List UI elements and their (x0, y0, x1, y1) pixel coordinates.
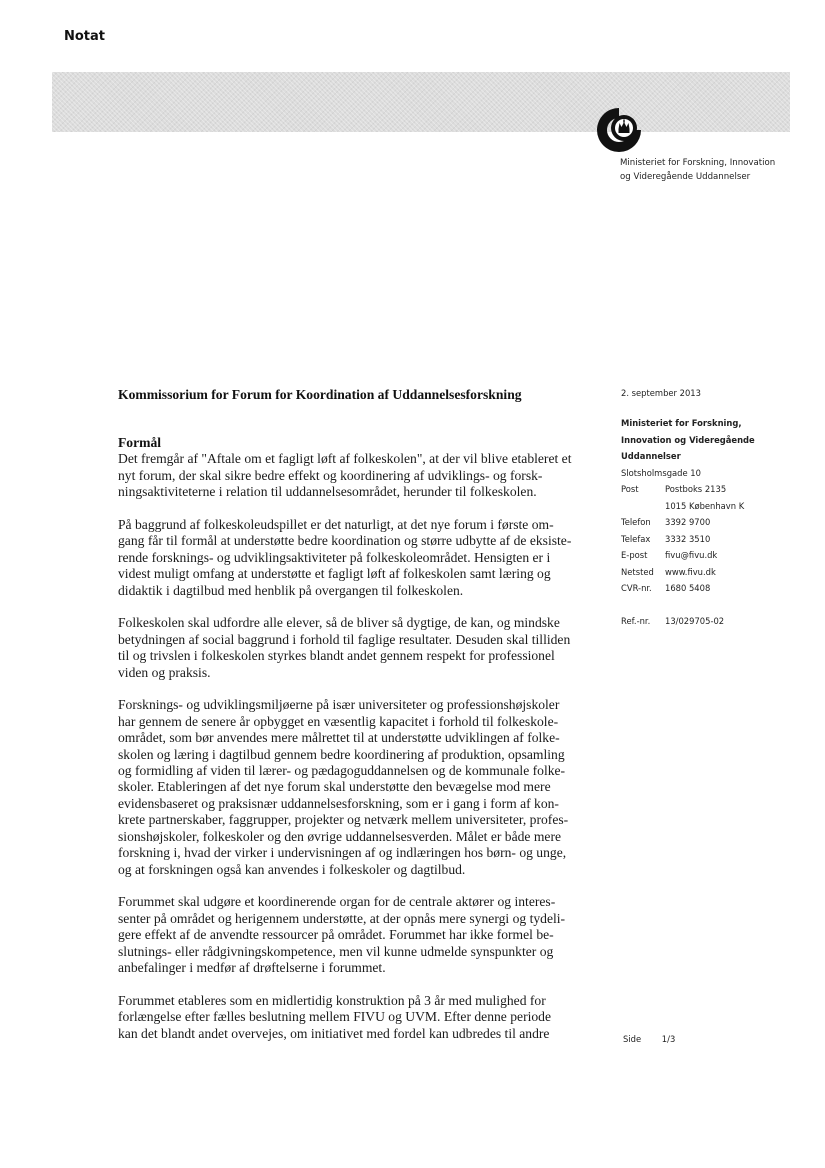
paragraph-line: forskning i, hvad der virker i undervisningen af og indlæringen hos børn- og unge, (118, 845, 567, 861)
document-type-label: Notat (64, 29, 106, 44)
paragraph-line: skolen og læring i dagtilbud gennem bedre koordinering af produktion, opsamling (118, 746, 565, 762)
paragraph-line: til og trivslen i folkeskolen styrkes blandt andet gennem respekt for professionel (118, 648, 555, 664)
street-address: Slotsholmsgade 10 (621, 467, 701, 478)
paragraph-line: videst muligt omfang at understøtte et fagligt løft af folkeskolen samt læring og (118, 566, 551, 582)
contact-value: www.fivu.dk (665, 566, 716, 577)
body-paragraph (118, 894, 598, 976)
ministry-crown-logo (590, 104, 648, 156)
paragraph-line: senter på området og herigennem understøtte, at der opnås mere synergi og tydeli- (118, 910, 566, 926)
section-heading: Formål (118, 435, 162, 450)
body-paragraph (118, 697, 598, 877)
paragraph-line: og at forskningen også kan anvendes i folkeskoler og dagtilbud. (118, 861, 466, 877)
contact-row-cvr (621, 580, 811, 597)
page-label: Side (623, 1034, 642, 1044)
body-paragraphs (118, 451, 598, 1042)
ministry-name-line: og Videregående Uddannelser (620, 172, 751, 182)
paragraph-line: rende forsknings- og udviklingsaktiviteter på folkeskoleområdet. Hensigten er i (118, 549, 551, 565)
body-paragraph (118, 451, 598, 500)
reference-label: Ref.-nr. (621, 615, 651, 626)
sender-organization-line: Innovation og Videregående (621, 434, 755, 445)
contact-label: Telefax (621, 533, 651, 544)
contact-value: 3392 9700 (665, 517, 711, 527)
paragraph-line: Det fremgår af "Aftale om et fagligt løft af folkeskolen", at der vil blive etableret et (118, 451, 572, 467)
contact-label: Telefon (621, 517, 651, 527)
contact-value: 1680 5408 (665, 583, 711, 593)
contact-row-email (621, 547, 811, 564)
post-value: 1015 København K (665, 500, 745, 511)
sender-info-column (621, 388, 811, 629)
document-body (118, 435, 598, 1058)
paragraph-line: anbefalinger i medfør af drøftelserne i forummet. (118, 959, 386, 975)
paragraph-line: har gennem de senere år opbygget en væsentlig kapacitet i forhold til folkeskole- (118, 713, 559, 729)
contact-row-fax (621, 531, 811, 548)
paragraph-line: skoler. Etableringen af det nye forum skal understøtte den bevægelse mod mere (118, 779, 551, 795)
paragraph-line: Folkeskolen skal udfordre alle elever, så de bliver så dygtige, de kan, og mindske (118, 615, 560, 631)
contact-value: 3332 3510 (665, 533, 711, 544)
paragraph-line: Forummet skal udgøre et koordinerende organ for de centrale aktører og interes- (118, 894, 556, 910)
ministry-name (620, 156, 810, 184)
page-value: 1/3 (661, 1034, 676, 1044)
post-value: Postboks 2135 (665, 484, 727, 494)
paragraph-line: krete partnerskaber, faggrupper, projekter og netværk mellem universiteter, profes- (118, 812, 569, 828)
header-banner (52, 72, 790, 132)
contact-row-website (621, 564, 811, 581)
contact-row-phone (621, 514, 811, 531)
contact-label: E-post (621, 550, 648, 560)
body-paragraph (118, 993, 598, 1042)
paragraph-line: betydningen af social baggrund i forhold til faglige resultater. Desuden skal tilliden (118, 631, 571, 647)
paragraph-line: Forummet etableres som en midlertidig konstruktion på 3 år med mulighed for (118, 992, 546, 1008)
reference-number-row (621, 613, 811, 630)
paragraph-line: ningsaktiviteterne i relation til uddannelsesområdet, herunder til folkeskolen. (118, 484, 537, 500)
contact-value: fivu@fivu.dk (665, 550, 718, 560)
paragraph-line: slutnings- eller rådgivningskompetence, men vil kunne udmelde synspunkter og (118, 943, 554, 959)
body-paragraph (118, 517, 598, 599)
contact-label: Netsted (621, 566, 654, 577)
paragraph-line: gere effekt af de anvendte ressourcer på området. Forummet har ikke formel be- (118, 927, 554, 943)
paragraph-line: forlængelse efter fælles beslutning mellem FIVU og UVM. Efter denne periode (118, 1009, 552, 1025)
post-label: Post (621, 484, 639, 494)
paragraph-line: evidensbaseret og praksisnær uddannelsesforskning, som er i gang i form af kon- (118, 795, 559, 811)
ministry-name-line: Ministeriet for Forskning, Innovation (620, 158, 776, 168)
paragraph-line: og formidling af viden til lærer- og pædagoguddannelsen og de kommunale folke- (118, 763, 566, 779)
body-paragraph (118, 615, 598, 681)
page-number (623, 1034, 675, 1044)
paragraph-line: På baggrund af folkeskoleudspillet er det naturligt, at det nye forum i første om- (118, 517, 554, 533)
contact-label: CVR-nr. (621, 583, 652, 593)
sender-organization-line: Ministeriet for Forskning, (621, 418, 742, 428)
post-address-row (621, 481, 811, 498)
paragraph-line: kan det blandt andet overvejes, om initiativet med fordel kan udbredes til andre (118, 1025, 550, 1041)
paragraph-line: nyt forum, der skal sikre bedre effekt og koordinering af udviklings- og forsk- (118, 467, 543, 483)
paragraph-line: området, som bør anvendes mere målrettet til at understøtte udviklingen af folke- (118, 730, 560, 746)
post-address-row (621, 498, 811, 515)
document-date: 2. september 2013 (621, 388, 701, 398)
paragraph-line: sionshøjskoler, folkeskoler og den øvrige uddannelsesverden. Målet er både mere (118, 828, 562, 844)
sender-organization-line: Uddannelser (621, 451, 681, 461)
paragraph-line: Forsknings- og udviklingsmiljøerne på især universiteter og professionshøjskoler (118, 697, 560, 713)
paragraph-line: didaktik i dagtilbud med henblik på overgangen til folkeskolen. (118, 582, 464, 598)
paragraph-line: viden og praksis. (118, 664, 211, 680)
reference-value: 13/029705-02 (665, 615, 725, 626)
paragraph-line: gang får til formål at understøtte bedre koordination og større udbytte af de eksiste- (118, 533, 572, 549)
document-title: Kommissorium for Forum for Koordination af Uddannelsesforskning (118, 387, 522, 402)
